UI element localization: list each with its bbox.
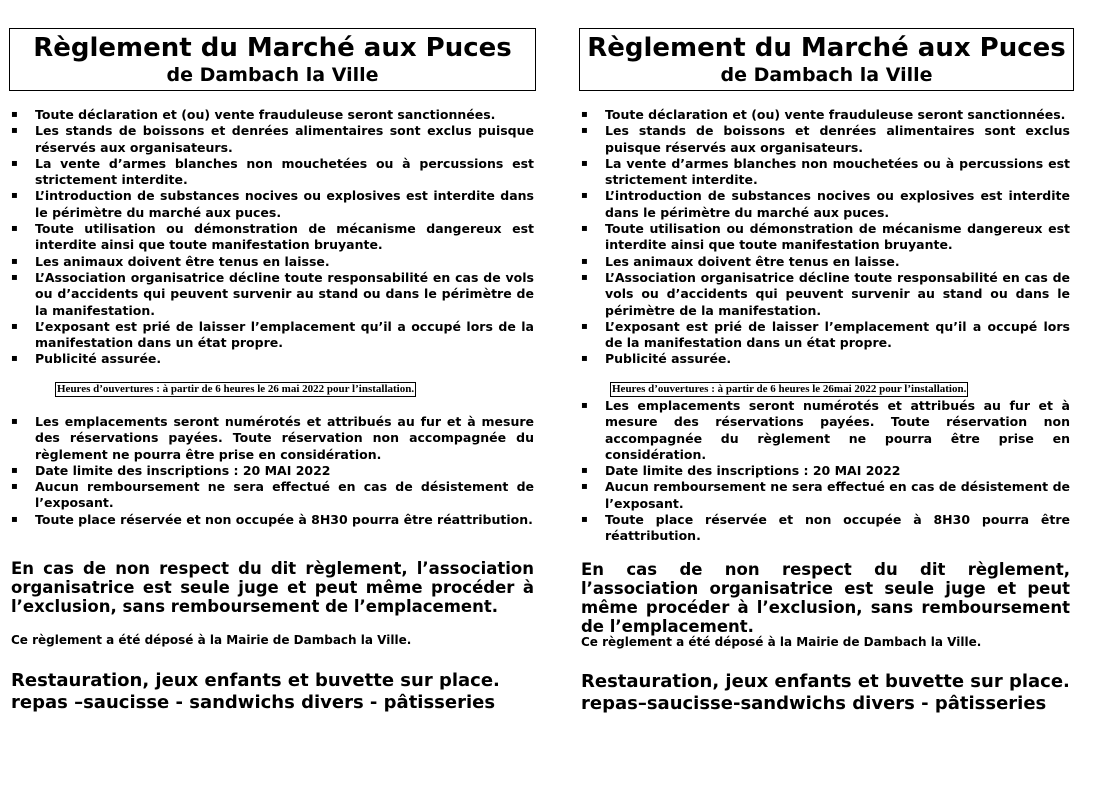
rules-list: [9, 107, 534, 368]
list-item: ▪ Toute utilisation ou démonstration de mécanisme dangereux est interdite ainsi que toute manifestation bruyante.: [581, 221, 1070, 253]
bullet-icon: ▪: [581, 320, 588, 332]
list-item: ▪ Les animaux doivent être tenus en laisse.: [11, 253, 330, 269]
list-item: ▪ Publicité assurée.: [581, 351, 732, 367]
warning-text: En cas de non respect du dit règlement, l’association organisatrice est seule juge et peut même procéder à l’exclusion, sans remboursement de l’emplacement.: [11, 559, 534, 616]
bullet-icon: ▪: [581, 223, 588, 235]
bullet-icon: ▪: [11, 513, 18, 525]
list-item: ▪ La vente d’armes blanches non mouchetées ou à percussions est strictement interdite.: [581, 155, 1070, 188]
list-item: ▪ Les emplacements seront numérotés et attribués au fur et à mesure des réservations payées. Toute réservation non accompagnée du règlement ne pourra être prise en considération.: [581, 398, 1070, 462]
list-item: ▪ L’Association organisatrice décline toute responsabilité en cas de vols ou d’accidents qui peuvent survenir au stand ou dans le périmètre de la manifestation.: [11, 269, 534, 318]
title-box: [579, 28, 1074, 91]
bullet-icon: ▪: [581, 157, 588, 169]
list-item: ▪ L’exposant est prié de laisser l’emplacement qu’il a occupé lors de la manifestation dans un état propre.: [581, 318, 1070, 351]
bullet-icon: ▪: [581, 255, 588, 267]
deposit-note: Ce règlement a été déposé à la Mairie de Dambach la Ville.: [581, 635, 982, 649]
bullet-icon: ▪: [11, 223, 18, 235]
bullet-icon: ▪: [581, 481, 588, 493]
catering-text: [581, 671, 1070, 715]
catering-line-1: Restauration, jeux enfants et buvette sur place.: [11, 670, 500, 691]
bullet-icon: ▪: [11, 109, 18, 120]
bullet-icon: ▪: [581, 109, 588, 120]
list-item: ▪ L’introduction de substances nocives ou explosives est interdite dans le périmètre du marché aux puces.: [11, 188, 534, 220]
rules-list: [579, 107, 1070, 368]
list-item: ▪ Toute utilisation ou démonstration de mécanisme dangereux est interdite ainsi que toute manifestation bruyante.: [11, 221, 534, 253]
list-item: ▪ Les emplacements seront numérotés et attribués au fur et à mesure des réservations payées. Toute réservation non accompagnée du règlement ne pourra être prise en considération.: [11, 414, 534, 462]
list-item: ▪ Toute déclaration et (ou) vente frauduleuse seront sanctionnées.: [11, 107, 496, 122]
bullet-icon: ▪: [581, 400, 588, 411]
list-item: ▪ Date limite des inscriptions : 20 MAI 2022: [11, 462, 331, 478]
list-item: ▪ L’introduction de substances nocives ou explosives est interdite dans le périmètre du marché aux puces.: [581, 188, 1070, 220]
bullet-icon: ▪: [581, 514, 588, 526]
list-item: ▪ Les stands de boissons et denrées alimentaires sont exclus puisque réservés aux organisateurs.: [581, 123, 1070, 155]
opening-hours: Heures d’ouvertures : à partir de 6 heures le 26 mai 2022 pour l’installation.: [57, 383, 415, 395]
catering-text: [11, 670, 534, 714]
list-item: ▪ Publicité assurée.: [11, 351, 162, 367]
bullet-icon: ▪: [11, 125, 18, 137]
page-title: Règlement du Marché aux Puces: [33, 33, 512, 63]
list-item: ▪ L’exposant est prié de laisser l’emplacement qu’il a occupé lors de la manifestation dans un état propre.: [11, 318, 534, 351]
title-box: [9, 28, 536, 91]
page-subtitle: de Dambach la Ville: [166, 64, 379, 86]
list-item: ▪ Les stands de boissons et denrées alimentaires sont exclus puisque réservés aux organisateurs.: [11, 123, 534, 155]
bullet-icon: ▪: [11, 190, 18, 202]
page-title: Règlement du Marché aux Puces: [587, 33, 1066, 63]
bullet-icon: ▪: [11, 481, 18, 493]
bullet-icon: ▪: [581, 353, 588, 365]
bullet-icon: ▪: [581, 271, 588, 283]
catering-line-2: repas–saucisse-sandwichs divers - pâtisseries: [581, 693, 1047, 714]
list-item: ▪ Les animaux doivent être tenus en laisse.: [581, 253, 900, 269]
bullet-icon: ▪: [11, 416, 18, 427]
list-item: ▪ Date limite des inscriptions : 20 MAI 2022: [581, 463, 901, 479]
bullet-icon: ▪: [11, 271, 18, 283]
bullet-icon: ▪: [11, 320, 18, 332]
bullet-icon: ▪: [581, 190, 588, 202]
deposit-note: Ce règlement a été déposé à la Mairie de Dambach la Ville.: [11, 633, 412, 647]
warning-text: En cas de non respect du dit règlement, l’association organisatrice est seule juge et peut même procéder à l’exclusion, sans remboursement de l’emplacement.: [581, 560, 1070, 636]
list-item: ▪ Toute place réservée et non occupée à 8H30 pourra être réattribution.: [581, 512, 1070, 544]
list-item: ▪ L’Association organisatrice décline toute responsabilité en cas de vols ou d’accidents qui peuvent survenir au stand ou dans le périmètre de la manifestation.: [581, 269, 1070, 318]
list-item: ▪ La vente d’armes blanches non mouchetées ou à percussions est strictement interdite.: [11, 155, 534, 188]
page-subtitle: de Dambach la Ville: [720, 64, 933, 86]
list-item: ▪ Toute déclaration et (ou) vente frauduleuse seront sanctionnées.: [581, 107, 1066, 122]
bullet-icon: ▪: [11, 157, 18, 169]
bullet-icon: ▪: [11, 464, 18, 476]
bullet-icon: ▪: [11, 353, 18, 365]
catering-line-1: Restauration, jeux enfants et buvette sur place.: [581, 671, 1070, 692]
bullet-icon: ▪: [581, 465, 588, 477]
list-item: ▪ Aucun remboursement ne sera effectué en cas de désistement de l’exposant.: [11, 479, 534, 511]
bullet-icon: ▪: [581, 125, 588, 137]
bullet-icon: ▪: [11, 255, 18, 267]
rules-list-2: [579, 398, 1070, 545]
list-item: ▪ Toute place réservée et non occupée à 8H30 pourra être réattribution.: [11, 511, 533, 527]
rules-list-2: [9, 414, 534, 528]
opening-hours: Heures d’ouvertures : à partir de 6 heures le 26mai 2022 pour l’installation.: [612, 383, 967, 395]
catering-line-2: repas –saucisse - sandwichs divers - pâtisseries: [11, 692, 496, 713]
list-item: ▪ Aucun remboursement ne sera effectué en cas de désistement de l’exposant.: [581, 479, 1070, 511]
